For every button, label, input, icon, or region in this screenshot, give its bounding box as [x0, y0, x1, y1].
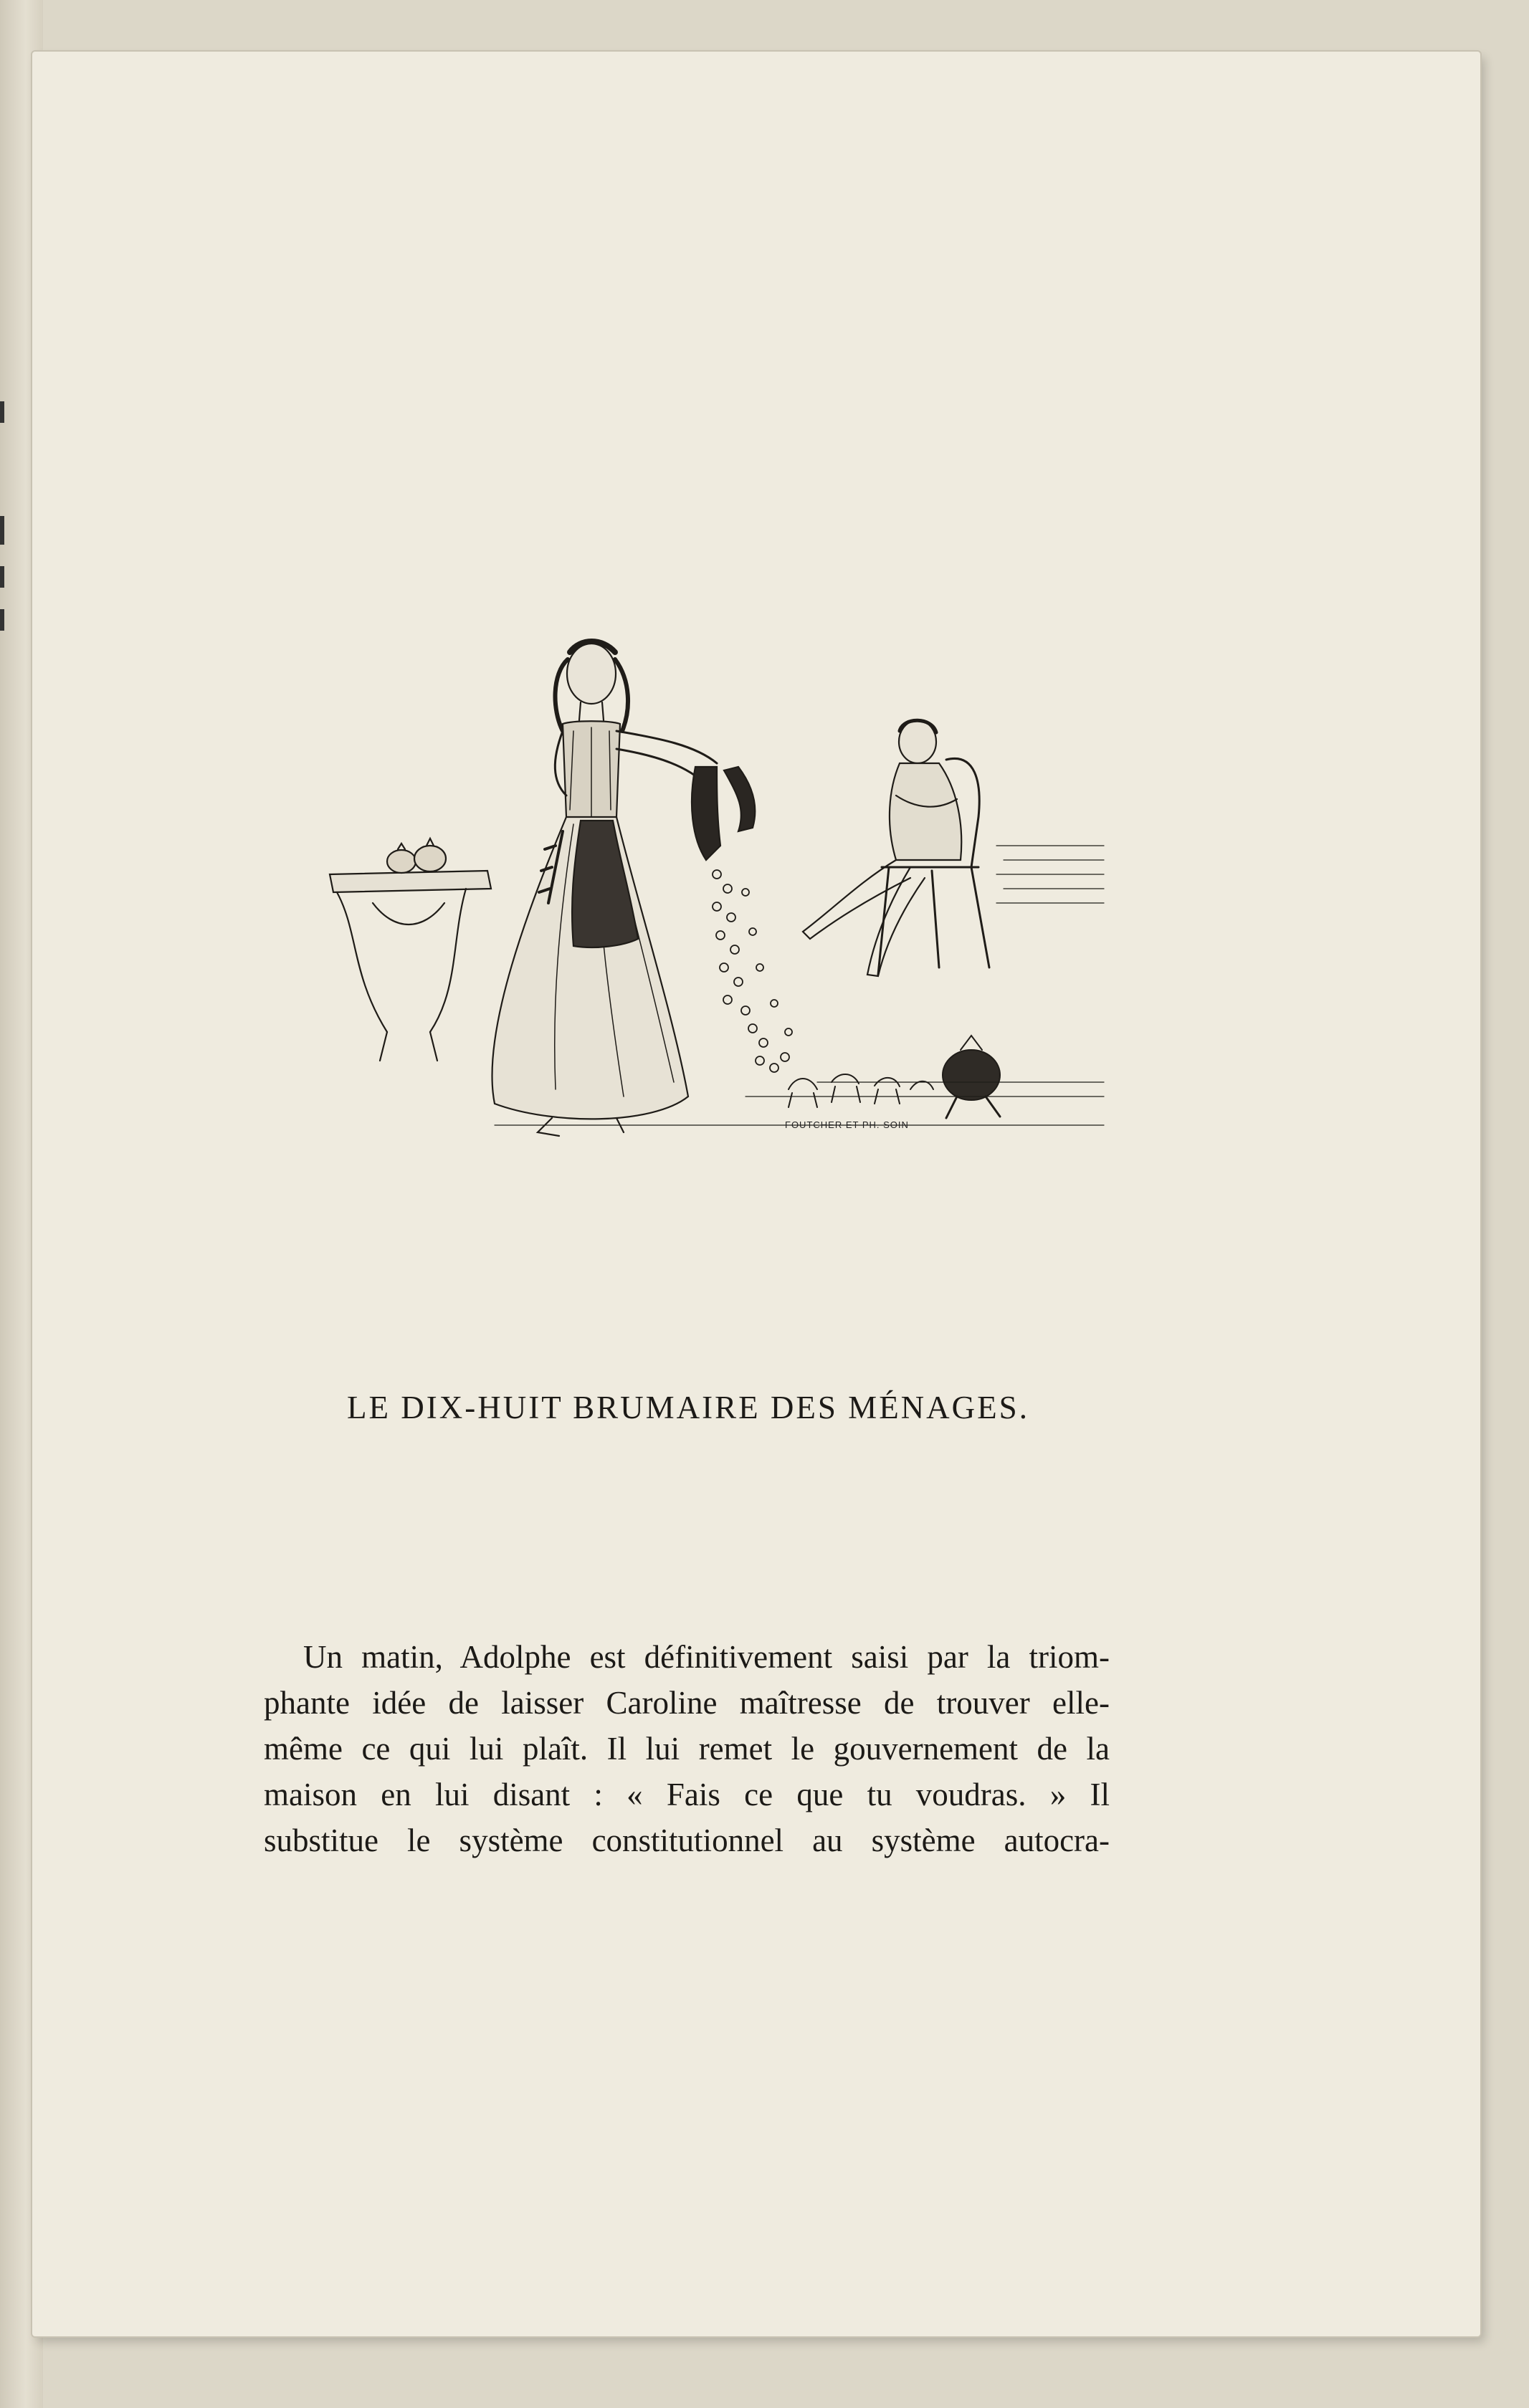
page-edge-mark [0, 609, 4, 631]
table-drawing [330, 838, 491, 1061]
page-edge-mark [0, 401, 4, 423]
body-line: substitue le système constitutionnel au système autocra- [264, 1822, 1110, 1858]
page-edge-mark [0, 566, 4, 588]
engraving-illustration [315, 631, 1147, 1154]
body-line: maison en lui disant : « Fais ce que tu voudras. » Il [264, 1777, 1110, 1812]
body-line: Un matin, Adolphe est définitivement saisi par la triom- [303, 1639, 1110, 1675]
small-figures [789, 1036, 1000, 1118]
book-page [32, 52, 1480, 2336]
page-edge-mark [0, 516, 4, 545]
engraver-signature: FOUTCHER ET PH. SOIN [785, 1119, 909, 1130]
body-paragraph [264, 1634, 1110, 1863]
body-line: phante idée de laisser Caroline maîtresse de trouver elle- [264, 1685, 1110, 1721]
chapter-title: LE DIX-HUIT BRUMAIRE DES MÉNAGES. [347, 1390, 1029, 1425]
woman-figure [492, 641, 755, 1136]
falling-coins [713, 870, 792, 1072]
body-line: même ce qui lui plaît. Il lui remet le gouvernement de la [264, 1731, 1110, 1767]
man-in-chair [803, 720, 989, 976]
